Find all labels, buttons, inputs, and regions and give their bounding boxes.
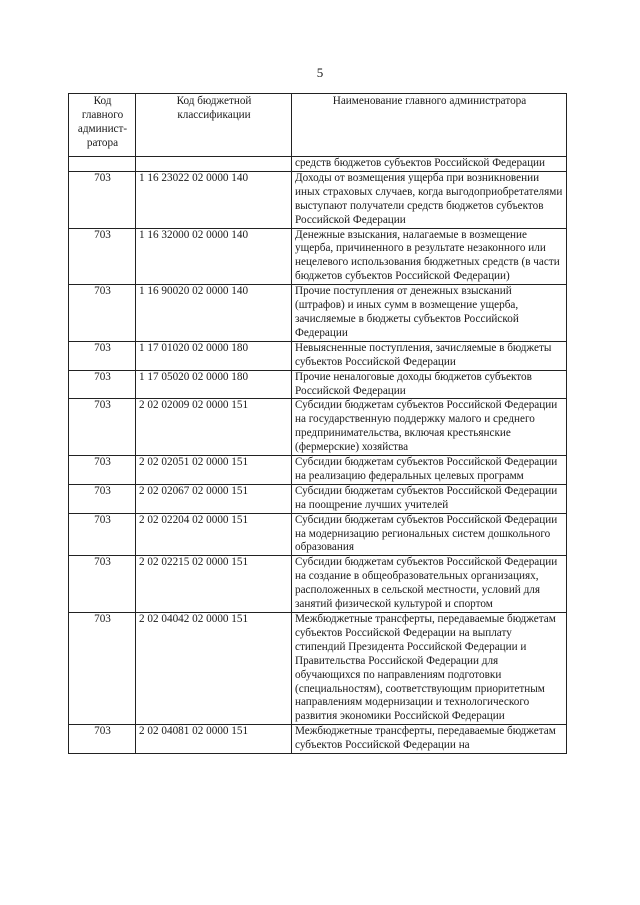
table-body [69,157,567,754]
administrator-name-cell: Субсидии бюджетам субъектов Российской Федерации на поощрение лучших учителей [292,484,567,513]
classification-cell: 1 16 23022 02 0000 140 [136,171,292,228]
admin-code-cell: 703 [69,285,136,342]
classification-cell: 1 17 01020 02 0000 180 [136,341,292,370]
admin-code-cell: 703 [69,228,136,285]
admin-code-cell: 703 [69,556,136,613]
header-admin-code: Код главного админист-ратора [69,94,136,157]
table-row [69,725,567,754]
administrator-name-cell: Прочие неналоговые доходы бюджетов субъектов Российской Федерации [292,370,567,399]
administrator-name-cell: Денежные взыскания, налагаемые в возмещение ущерба, причиненного в результате незаконного или нецелевого использования бюджетных средств (в части бюджетов субъектов Российской Федерации) [292,228,567,285]
header-budget-classification: Код бюджетной классификации [136,94,292,157]
classification-cell: 2 02 02009 02 0000 151 [136,399,292,456]
admin-code-cell: 703 [69,370,136,399]
table-row [69,613,567,725]
administrator-name-cell: Межбюджетные трансферты, передаваемые бюджетам субъектов Российской Федерации на [292,725,567,754]
table-row [69,370,567,399]
classification-cell: 2 02 02215 02 0000 151 [136,556,292,613]
table-row [69,285,567,342]
classification-cell: 1 16 32000 02 0000 140 [136,228,292,285]
classification-cell: 2 02 02067 02 0000 151 [136,484,292,513]
admin-code-cell: 703 [69,171,136,228]
classification-cell [136,157,292,172]
admin-code-cell: 703 [69,399,136,456]
administrator-name-cell: Доходы от возмещения ущерба при возникновении иных страховых случаев, когда выгодоприобретателями выступают получатели средств бюджетов субъектов Российской Федерации [292,171,567,228]
administrators-table [68,93,567,754]
classification-cell: 2 02 04042 02 0000 151 [136,613,292,725]
admin-code-cell [69,157,136,172]
admin-code-cell: 703 [69,456,136,485]
header-administrator-name: Наименование главного администратора [292,94,567,157]
administrator-name-cell: Межбюджетные трансферты, передаваемые бюджетам субъектов Российской Федерации на выплату стипендий Президента Российской Федерации и Правительства Российской Федерации для обучающихся по направлениям подготовки (специальностям), соответствующим приоритетным направлениям модернизации и технологического развития экономики Российской Федерации [292,613,567,725]
administrator-name-cell: средств бюджетов субъектов Российской Федерации [292,157,567,172]
admin-code-cell: 703 [69,513,136,556]
classification-cell: 2 02 02051 02 0000 151 [136,456,292,485]
table-row [69,556,567,613]
administrator-name-cell: Невыясненные поступления, зачисляемые в бюджеты субъектов Российской Федерации [292,341,567,370]
table-header-row [69,94,567,157]
admin-code-cell: 703 [69,725,136,754]
table-row [69,513,567,556]
administrator-name-cell: Прочие поступления от денежных взысканий (штрафов) и иных сумм в возмещение ущерба, зачисляемые в бюджеты субъектов Российской Федерации [292,285,567,342]
table-row [69,341,567,370]
table-row [69,171,567,228]
admin-code-cell: 703 [69,484,136,513]
classification-cell: 2 02 04081 02 0000 151 [136,725,292,754]
table-row [69,399,567,456]
table-row [69,157,567,172]
administrator-name-cell: Субсидии бюджетам субъектов Российской Федерации на реализацию федеральных целевых программ [292,456,567,485]
table-row [69,456,567,485]
classification-cell: 1 17 05020 02 0000 180 [136,370,292,399]
administrator-name-cell: Субсидии бюджетам субъектов Российской Федерации на создание в общеобразовательных организациях, расположенных в сельской местности, условий для занятий физической культурой и спортом [292,556,567,613]
table-row [69,228,567,285]
admin-code-cell: 703 [69,341,136,370]
admin-code-cell: 703 [69,613,136,725]
administrator-name-cell: Субсидии бюджетам субъектов Российской Федерации на модернизацию региональных систем дошкольного образования [292,513,567,556]
classification-cell: 2 02 02204 02 0000 151 [136,513,292,556]
classification-cell: 1 16 90020 02 0000 140 [136,285,292,342]
administrator-name-cell: Субсидии бюджетам субъектов Российской Федерации на государственную поддержку малого и среднего предпринимательства, включая крестьянские (фермерские) хозяйства [292,399,567,456]
page-number: 5 [316,65,324,80]
table-row [69,484,567,513]
